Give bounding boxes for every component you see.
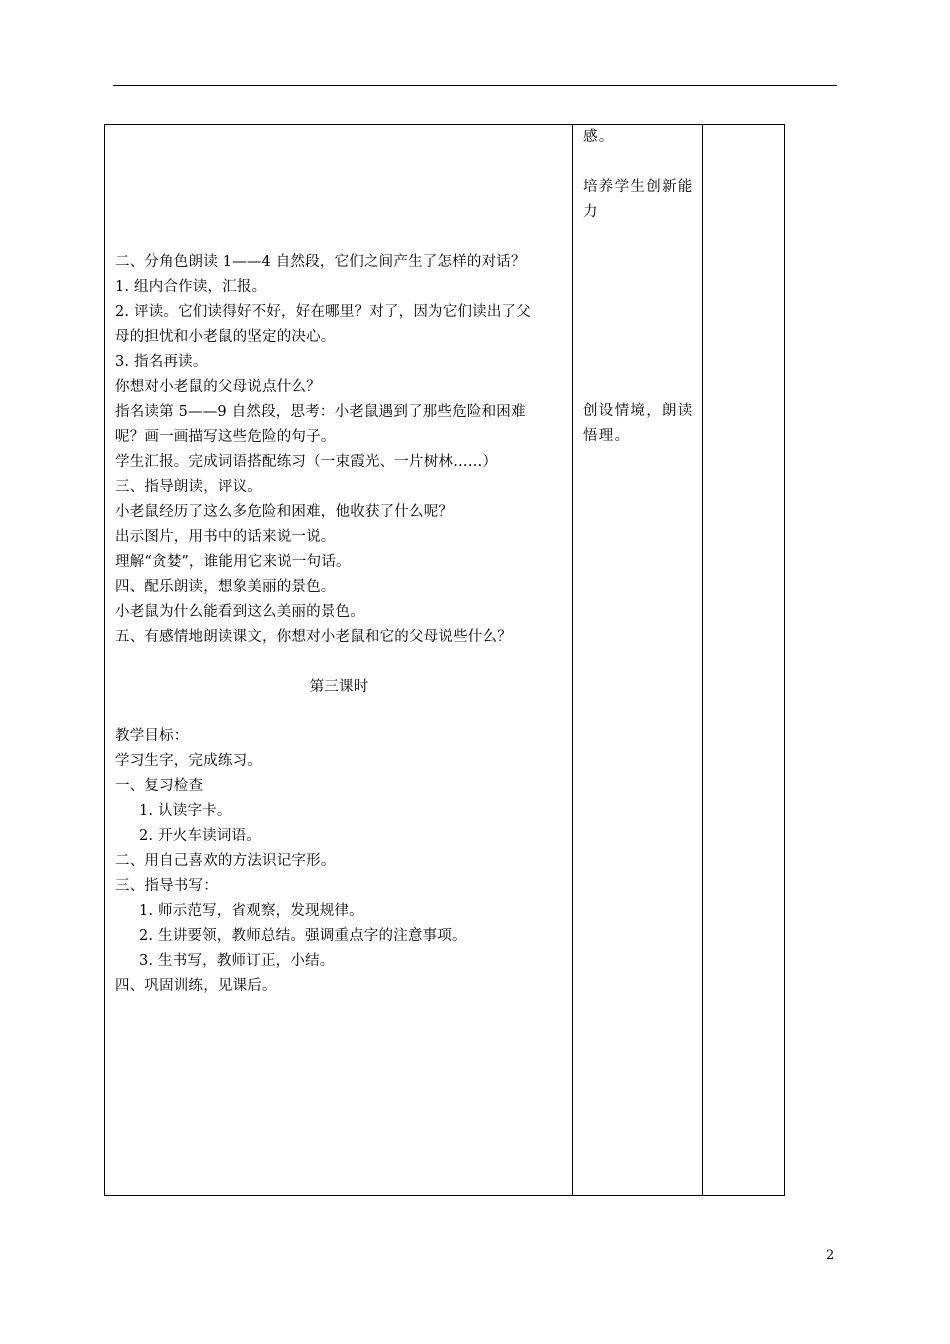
memorize-heading: 二、用自己喜欢的方法识记字形。	[115, 853, 336, 869]
question-scenery: 小老鼠为什么能看到这么美丽的景色。	[115, 604, 365, 620]
note-feeling: 感。	[583, 129, 615, 145]
step-3-heading: 三、指导朗读，评议。	[115, 479, 262, 495]
review-item-1: 1. 认读字卡。	[139, 803, 232, 819]
review-item-2: 2. 开火车读词语。	[139, 828, 261, 844]
step-2-item-2-cont: 母的担忧和小老鼠的坚定的决心。	[115, 329, 336, 345]
step-2-item-2: 2. 评读。它们读得好不好，好在哪里？对了，因为它们读出了父	[115, 304, 531, 320]
step-4-heading: 四、配乐朗读，想象美丽的景色。	[115, 579, 336, 595]
page-number: 2	[826, 1248, 835, 1263]
step-5-heading: 五、有感情地朗读课文，你想对小老鼠和它的父母说些什么？	[115, 629, 512, 645]
step-2-item-3: 3. 指名再读。	[115, 354, 208, 370]
header-rule	[113, 85, 837, 86]
question-parents: 你想对小老鼠的父母说点什么？	[115, 379, 321, 395]
writing-item-2: 2. 生讲要领，教师总结。强调重点字的注意事项。	[139, 928, 467, 944]
step-2-heading: 二、分角色朗读 1——4 自然段，它们之间产生了怎样的对话？	[115, 254, 526, 270]
reading-task-cont: 呢？画一画描写这些危险的句子。	[115, 429, 336, 445]
show-picture: 出示图片，用书中的话来说一说。	[115, 529, 336, 545]
design-intent-column	[573, 125, 703, 1195]
practice-heading: 四、巩固训练，见课后。	[115, 978, 277, 994]
step-2-item-1: 1. 组内合作读，汇报。	[115, 279, 267, 295]
teaching-process-column	[105, 125, 573, 1195]
note-innovation: 培养学生创新能力	[583, 179, 694, 220]
writing-item-3: 3. 生书写，教师订正，小结。	[139, 953, 335, 969]
lesson-plan-table	[104, 124, 785, 1196]
question-harvest: 小老鼠经历了这么多危险和困难，他收获了什么呢？	[115, 504, 454, 520]
review-heading: 一、复习检查	[115, 778, 204, 794]
third-lesson-title: 第三课时	[309, 679, 369, 695]
understand-word: 理解“贪婪”，谁能用它来说一句话。	[115, 554, 351, 570]
objectives-text: 学习生字，完成练习。	[115, 753, 262, 769]
student-report: 学生汇报。完成词语搭配练习（一束霞光、一片树林……）	[115, 454, 498, 470]
writing-heading: 三、指导书写：	[115, 878, 218, 894]
objectives-label: 教学目标：	[115, 728, 189, 744]
writing-item-1: 1. 师示范写，省观察，发现规律。	[139, 903, 364, 919]
reading-task: 指名读第 5——9 自然段，思考：小老鼠遇到了那些危险和困难	[115, 404, 526, 420]
note-situation: 创设情境，朗读悟理。	[583, 403, 694, 444]
remarks-column	[703, 125, 785, 1195]
